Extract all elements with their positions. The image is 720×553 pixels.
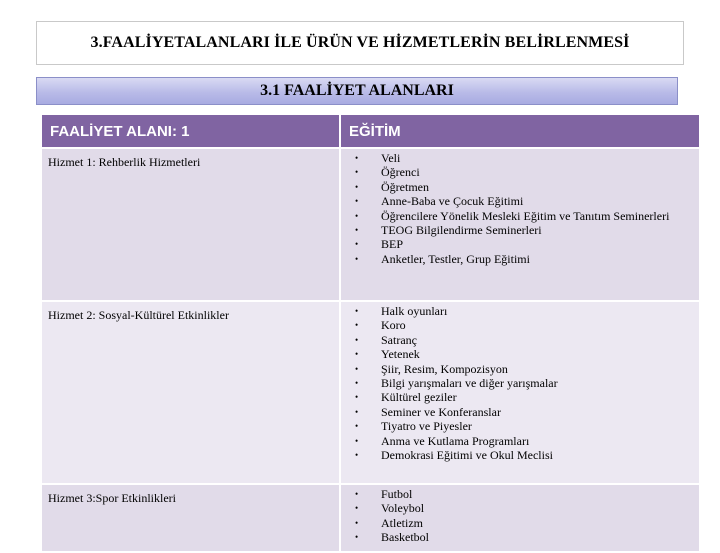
list-item-text: Tiyatro ve Piyesler [381, 419, 472, 434]
list-item [355, 405, 693, 419]
service-item-list [347, 304, 693, 462]
bullet-icon: • [355, 210, 359, 221]
service-name: Hizmet 3:Spor Etkinlikleri [42, 484, 340, 552]
list-item [355, 237, 693, 251]
list-item [355, 376, 693, 390]
list-item [355, 390, 693, 404]
list-item [355, 487, 693, 501]
list-item [355, 223, 693, 237]
list-item [355, 180, 693, 194]
table-row [42, 148, 700, 301]
list-item [355, 362, 693, 376]
list-item-text: Veli [381, 151, 401, 165]
bullet-icon: • [355, 306, 359, 316]
bullet-icon: • [355, 378, 359, 389]
list-item [355, 252, 693, 266]
list-item [355, 501, 693, 515]
header-activity-area: FAALİYET ALANI: 1 [42, 115, 340, 148]
list-item [355, 318, 693, 332]
section-title: 3.1 FAALİYET ALANLARI [36, 77, 678, 105]
activity-table [42, 115, 701, 553]
list-item-text: Anma ve Kutlama Programları [381, 433, 530, 448]
bullet-icon: • [355, 406, 359, 417]
list-item-text: BEP [381, 237, 404, 252]
bullet-icon: • [355, 320, 359, 331]
list-item-text: Seminer ve Konferanslar [381, 404, 501, 419]
list-item-text: Yetenek [381, 347, 420, 362]
list-item-text: Atletizm [381, 515, 423, 530]
service-item-list [347, 487, 693, 545]
list-item [355, 209, 693, 223]
table-header-row [42, 115, 700, 148]
service-items-cell [340, 148, 700, 301]
service-name: Hizmet 2: Sosyal-Kültürel Etkinlikler [42, 301, 340, 484]
list-item-text: Öğrencilere Yönelik Mesleki Eğitim ve Tanıtım Seminerleri [381, 208, 670, 223]
bullet-icon: • [355, 181, 359, 192]
bullet-icon: • [355, 167, 359, 178]
bullet-icon: • [355, 450, 359, 461]
bullet-icon: • [355, 334, 359, 345]
bullet-icon: • [355, 239, 359, 250]
bullet-icon: • [355, 363, 359, 374]
list-item [355, 448, 693, 462]
list-item [355, 347, 693, 361]
service-name: Hizmet 1: Rehberlik Hizmetleri [42, 148, 340, 301]
list-item-text: Halk oyunları [381, 304, 448, 318]
service-item-list [347, 151, 693, 266]
list-item-text: Öğrenci [381, 165, 420, 180]
bullet-icon: • [355, 489, 359, 499]
list-item-text: Satranç [381, 332, 417, 347]
list-item-text: Demokrasi Eğitimi ve Okul Meclisi [381, 448, 553, 463]
bullet-icon: • [355, 225, 359, 236]
bullet-icon: • [355, 435, 359, 446]
list-item-text: Basketbol [381, 530, 429, 545]
list-item-text: Koro [381, 318, 406, 333]
list-item [355, 530, 693, 544]
page-title: 3.FAALİYETALANLARI İLE ÜRÜN VE HİZMETLERİN BELİRLENMESİ [36, 21, 684, 65]
list-item [355, 333, 693, 347]
bullet-icon: • [355, 349, 359, 360]
list-item [355, 165, 693, 179]
list-item-text: TEOG Bilgilendirme Seminerleri [381, 223, 542, 238]
bullet-icon: • [355, 196, 359, 207]
table-row [42, 301, 700, 484]
header-category: EĞİTİM [340, 115, 700, 148]
list-item-text: Bilgi yarışmaları ve diğer yarışmalar [381, 376, 558, 391]
list-item [355, 151, 693, 165]
bullet-icon: • [355, 503, 359, 514]
list-item-text: Şiir, Resim, Kompozisyon [381, 361, 508, 376]
bullet-icon: • [355, 392, 359, 403]
list-item [355, 304, 693, 318]
list-item [355, 516, 693, 530]
list-item-text: Anne-Baba ve Çocuk Eğitimi [381, 194, 524, 209]
list-item-text: Öğretmen [381, 179, 429, 194]
bullet-icon: • [355, 517, 359, 528]
list-item-text: Futbol [381, 487, 413, 501]
service-items-cell [340, 484, 700, 552]
table-row [42, 484, 700, 552]
bullet-icon: • [355, 421, 359, 432]
bullet-icon: • [355, 532, 359, 543]
list-item-text: Anketler, Testler, Grup Eğitimi [381, 251, 530, 266]
list-item [355, 419, 693, 433]
bullet-icon: • [355, 253, 359, 264]
list-item [355, 194, 693, 208]
list-item-text: Voleybol [381, 501, 425, 516]
list-item [355, 434, 693, 448]
list-item-text: Kültürel geziler [381, 390, 457, 405]
bullet-icon: • [355, 153, 359, 163]
service-items-cell [340, 301, 700, 484]
